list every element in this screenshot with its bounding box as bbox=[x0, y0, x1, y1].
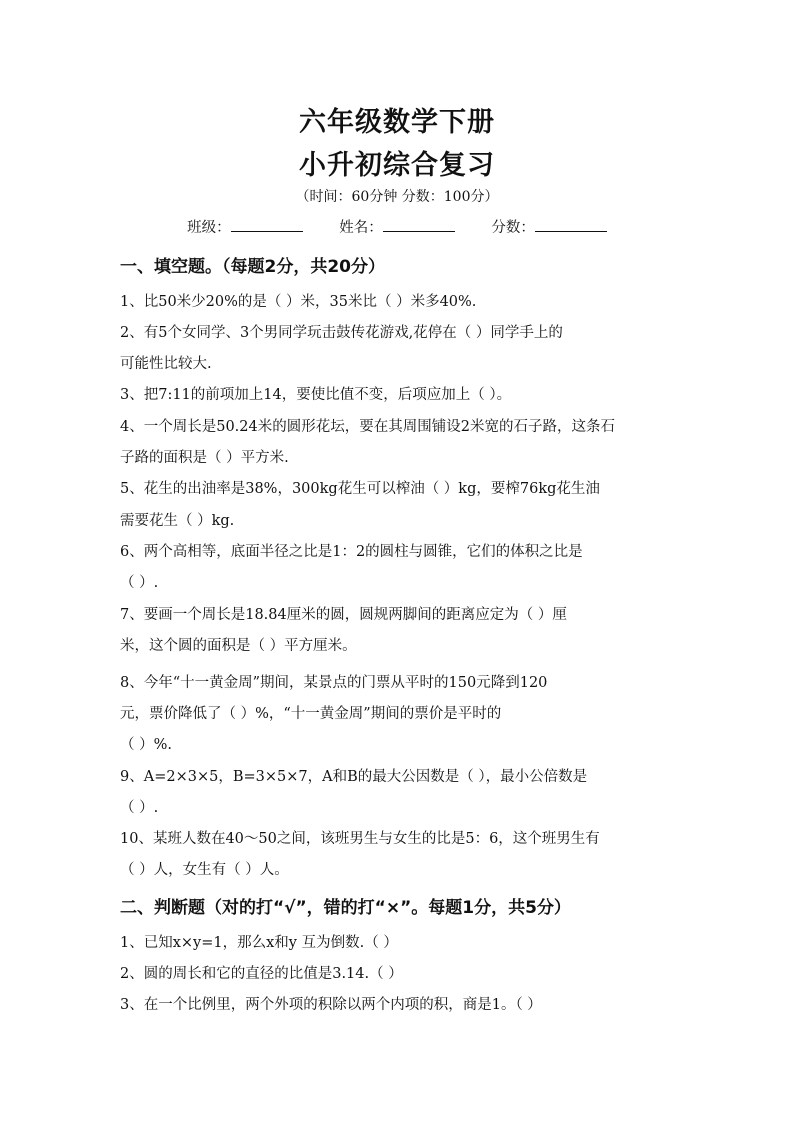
score-label: 分数： bbox=[491, 220, 535, 236]
class-label: 班级： bbox=[187, 220, 231, 236]
question-line: 子路的面积是（ ）平方米. bbox=[120, 450, 289, 466]
class-field[interactable] bbox=[187, 216, 303, 237]
question-line: 2、有5个女同学、3个男同学玩击鼓传花游戏,花停在（ ）同学手上的 bbox=[120, 325, 563, 341]
question-line: 3、把7:11的前项加上14，要使比值不变，后项应加上（ ）。 bbox=[120, 387, 512, 403]
question-line: （ ）. bbox=[120, 575, 159, 591]
name-field[interactable] bbox=[339, 216, 455, 237]
question-line: 可能性比较大. bbox=[120, 356, 212, 372]
question-line: （ ）. bbox=[120, 800, 159, 816]
question-line: 6、两个高相等，底面半径之比是1：2的圆柱与圆锥，它们的体积之比是 bbox=[120, 544, 583, 560]
score-field[interactable] bbox=[491, 216, 607, 237]
question-line: 米，这个圆的面积是（ ）平方厘米。 bbox=[120, 638, 357, 654]
question-line: 9、A=2×3×5，B=3×5×7，A和B的最大公因数是（ ），最小公倍数是 bbox=[120, 769, 588, 785]
question-line: 4、一个周长是50.24米的圆形花坛，要在其周围铺设2米宽的石子路，这条石 bbox=[120, 419, 615, 435]
question-line: 1、已知x×y=1，那么x和y 互为倒数.（ ） bbox=[120, 935, 398, 951]
exam-info: （时间：60分钟 分数：100分） bbox=[295, 189, 499, 205]
question-line: 5、花生的出油率是38%，300kg花生可以榨油（ ）kg，要榨76kg花生油 bbox=[120, 481, 600, 497]
question-line: 2、圆的周长和它的直径的比值是3.14.（ ） bbox=[120, 966, 403, 982]
class-blank[interactable] bbox=[231, 219, 303, 232]
question-line: （ ）人，女生有（ ）人。 bbox=[120, 862, 289, 878]
question-line: 8、今年“十一黄金周”期间，某景点的门票从平时的150元降到120 bbox=[120, 675, 548, 691]
question-line: 3、在一个比例里，两个外项的积除以两个内项的积，商是1。（ ） bbox=[120, 997, 542, 1013]
name-blank[interactable] bbox=[383, 219, 455, 232]
question-line: 10、某班人数在40～50之间，该班男生与女生的比是5：6，这个班男生有 bbox=[120, 831, 600, 847]
student-fields bbox=[0, 216, 794, 237]
question-line: 需要花生（ ）kg. bbox=[120, 513, 235, 529]
question-line: （ ）%. bbox=[120, 737, 172, 753]
question-line: 1、比50米少20%的是（ ）米，35米比（ ）米多40%. bbox=[120, 294, 477, 310]
question-line: 元，票价降低了（ ）%，“十一黄金周”期间的票价是平时的 bbox=[120, 706, 502, 722]
name-label: 姓名： bbox=[339, 220, 383, 236]
score-blank[interactable] bbox=[535, 219, 607, 232]
worksheet-subtitle: 小升初综合复习 bbox=[299, 150, 495, 181]
section2-heading: 二、判断题（对的打“√”，错的打“×”。每题1分，共5分） bbox=[120, 898, 571, 918]
question-line: 7、要画一个周长是18.84厘米的圆，圆规两脚间的距离应定为（ ）厘 bbox=[120, 607, 567, 623]
section1-heading: 一、填空题。（每题2分，共20分） bbox=[120, 257, 385, 277]
worksheet-title: 六年级数学下册 bbox=[299, 107, 495, 138]
